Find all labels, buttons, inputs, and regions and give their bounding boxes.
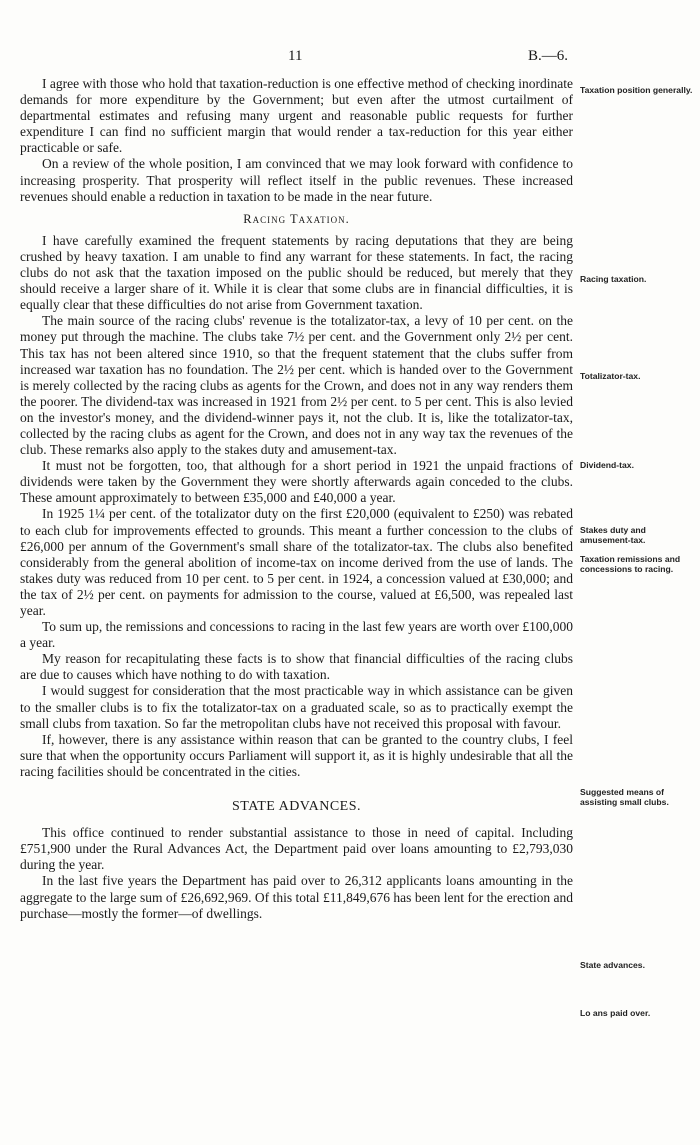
- paragraph-1925-rebate: In 1925 1¼ per cent. of the totalizator duty on the first £20,000 (equivalent to £250) was rebated to each club for improvements effected to grounds. This meant a further concession to the clubs of £26,000 per annum of the Government's small share of the totalizator-tax. The clubs also benefited considerably from the general abolition of income-tax on income derived from the use of lands. The stakes duty was reduced from 10 per cent. to 5 per cent. in 1924, a concession valued at £30,000; and the tax of 2½ per cent. on payments for admission to the course, valued at £6,500, was repealed last year.: [20, 506, 573, 618]
- document-reference: B.—6.: [528, 48, 569, 64]
- margin-note-stakes-duty: Stakes duty and amusement-tax.: [580, 525, 646, 545]
- paragraph-five-years: In the last five years the Department has paid over to 26,312 applicants loans amounting in the aggregate to the large sum of £26,692,969. Of this total £11,849,676 has been lent for the erection and purchase—mostly the former—of dwellings.: [20, 873, 573, 921]
- body-text: [20, 76, 573, 922]
- margin-note-racing-taxation: Racing taxation.: [580, 274, 647, 284]
- margin-note-totalizator-tax: Totalizator-tax.: [580, 371, 641, 381]
- paragraph-totalizator: The main source of the racing clubs' revenue is the totalizator-tax, a levy of 10 per cent. on the money put through the machine. The clubs take 7½ per cent. and the Government only 2½ per cent. This tax has not been altered since 1910, so that the frequent statement that the clubs suffer from increased war taxation has no foundation. The 2½ per cent. which is handed over to the Government is merely collected by the racing clubs as agents for the Crown, and does not in any way renders them the poorer. The dividend-tax was increased in 1921 from 2½ per cent. to 5 per cent. This is also levied on the investor's money, and the dividend-winner pays it, not the club. It is, like the totalizator-tax, collected by the racing clubs as agent for the Crown, and does not in any way tax the revenues of the club. These remarks also apply to the stakes duty and amusement-tax.: [20, 313, 573, 458]
- margin-note-suggested-means: Suggested means of assisting small clubs.: [580, 787, 669, 807]
- paragraph-prosperity: On a review of the whole position, I am convinced that we may look forward with confidence to increasing prosperity. That prosperity will reflect itself in the public revenues. These increased revenues should enable a reduction in taxation to be made in the near future.: [20, 156, 573, 204]
- page-header: [0, 48, 700, 68]
- paragraph-unpaid-fractions: It must not be forgotten, too, that although for a short period in 1921 the unpaid fractions of dividends were taken by the Government they were shortly afterwards again conceded to the clubs. These amount approximately to between £35,000 and £40,000 a year.: [20, 458, 573, 506]
- paragraph-sum-up: To sum up, the remissions and concessions to racing in the last few years are worth over £100,000 a year.: [20, 619, 573, 651]
- heading-state-advances: STATE ADVANCES.: [231, 799, 362, 815]
- heading-racing-taxation: Racing Taxation.: [243, 211, 350, 226]
- margin-note-state-advances: State advances.: [580, 960, 645, 970]
- page-number: 11: [288, 48, 303, 64]
- paragraph-reason: My reason for recapitulating these facts is to show that financial difficulties of the racing clubs are due to causes which have nothing to do with taxation.: [20, 651, 573, 683]
- paragraph-country-clubs: If, however, there is any assistance within reason that can be granted to the country clubs, I feel sure that when the opportunity occurs Parliament will support it, as it is highly undesirable that all the racing facilities should be concentrated in the cities.: [20, 731, 573, 779]
- paragraph-taxation-reduction: I agree with those who hold that taxation-reduction is one effective method of checking inordinate demands for more expenditure by the Government; but even after the utmost curtailment of departmental estimates and refusing many urgent and reasonable public requests for further expenditure I can find no sufficient margin that would render a tax-reduction for this year either practicable or safe.: [20, 76, 573, 156]
- paragraph-suggestion: I would suggest for consideration that the most practicable way in which assistance can be given to the smaller clubs is to fix the totalizator-tax on a graduated scale, so as to practically exempt the small clubs from taxation. So far the metropolitan clubs have not received this proposal with favour.: [20, 683, 573, 731]
- margin-note-taxation-position: Taxation position generally.: [580, 85, 693, 95]
- margin-note-dividend-tax: Dividend-tax.: [580, 460, 634, 470]
- paragraph-racing-deputations: I have carefully examined the frequent statements by racing deputations that they are being crushed by heavy taxation. I am unable to find any warrant for these statements. In fact, the racing clubs do not ask that the taxation imposed on the public should be reduced, but merely that they should receive a larger share of it. While it is clear that some clubs are in financial difficulties, it is equally clear that these difficulties do not arise from Government taxation.: [20, 232, 573, 313]
- paragraph-capital-assistance: This office continued to render substantial assistance to those in need of capital. Including £751,900 under the Rural Advances Act, the Department paid over loans amounting to £2,793,030 during the year.: [20, 825, 573, 873]
- margin-note-loans-paid: Lo ans paid over.: [580, 1008, 651, 1018]
- margin-note-remissions: Taxation remissions and concessions to racing.: [580, 554, 681, 574]
